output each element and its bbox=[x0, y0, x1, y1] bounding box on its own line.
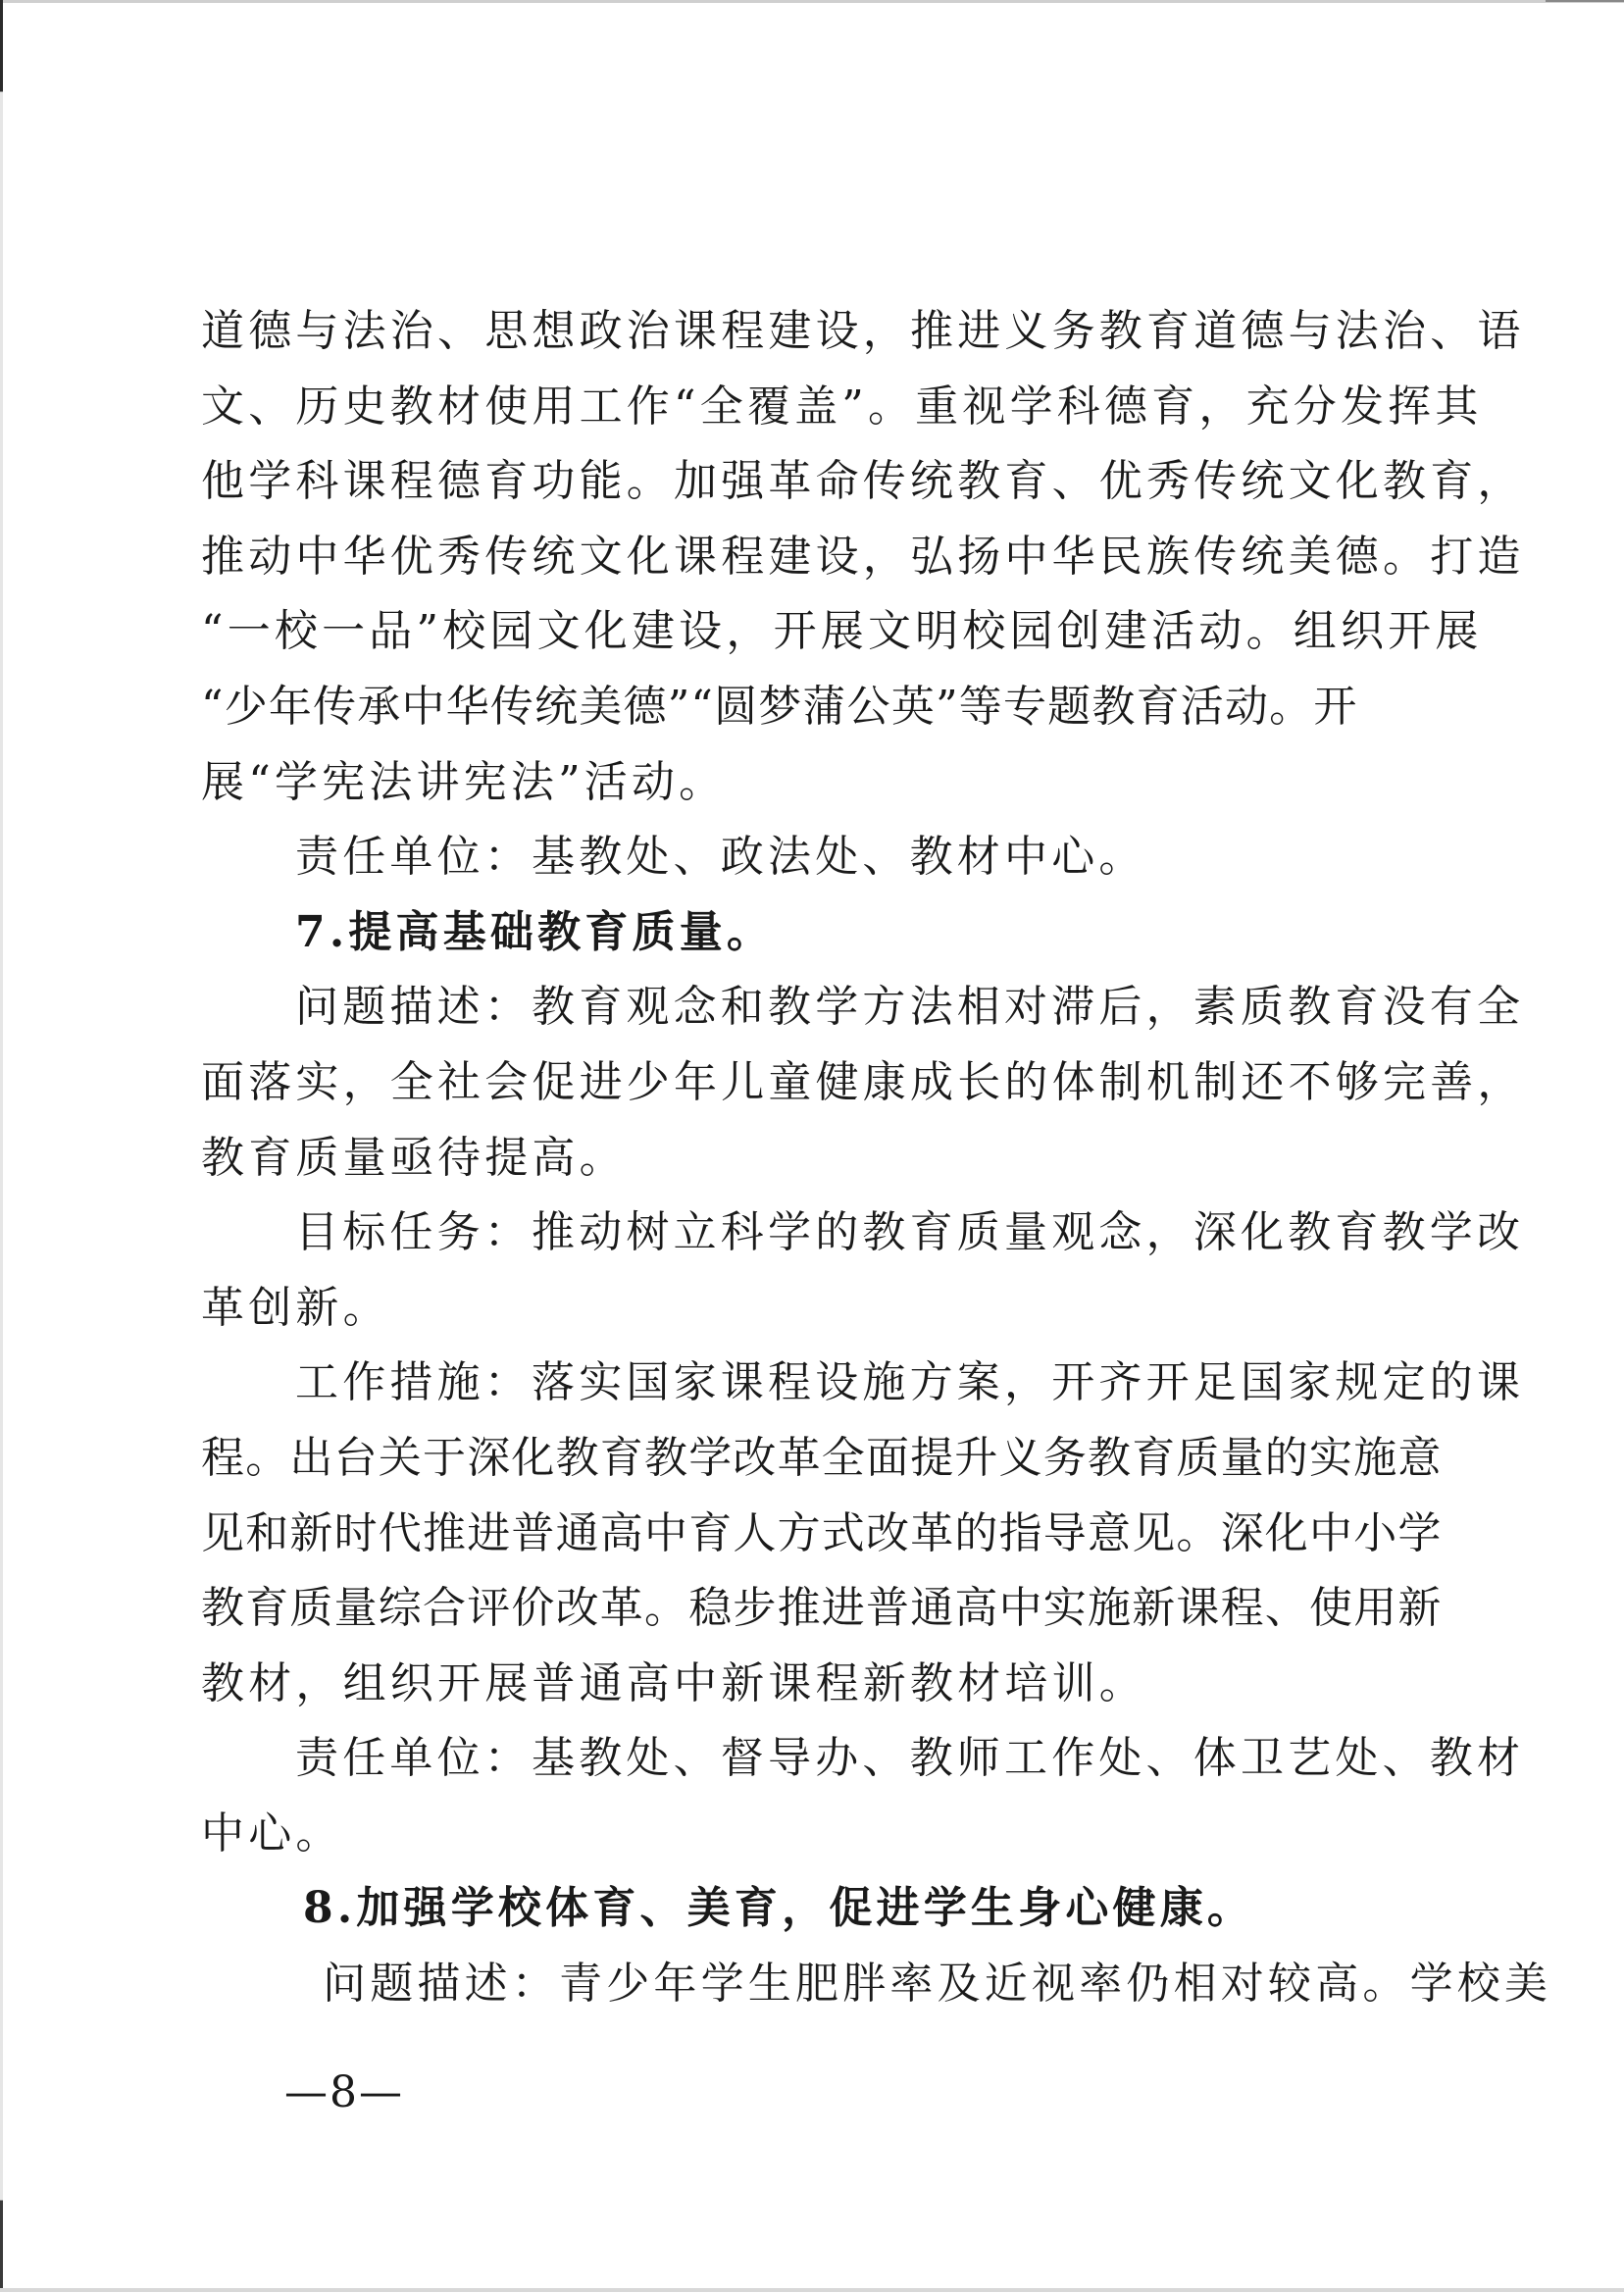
scan-edge-top bbox=[0, 0, 1624, 3]
section-heading-8: 8.加强学校体育、美育，促进学生身心健康。 bbox=[303, 1883, 1255, 1934]
scan-corner-mark bbox=[1546, 0, 1624, 2]
paragraph-line: 教育质量综合评价改革。稳步推进普通高中实施新课程、使用新 bbox=[201, 1583, 1443, 1634]
document-body bbox=[201, 294, 1552, 2022]
paragraph-line: 问题描述：青少年学生肥胖率及近视率仍相对较高。学校美 bbox=[323, 1959, 1552, 2010]
paragraph-line: 目标任务：推动树立科学的教育质量观念，深化教育教学改 bbox=[295, 1207, 1525, 1258]
paragraph-line: 展“学宪法讲宪法”活动。 bbox=[201, 756, 727, 807]
paragraph-line: 工作措施：落实国家课程设施方案，开齐开足国家规定的课 bbox=[295, 1357, 1525, 1408]
paragraph-line: 推动中华优秀传统文化课程建设，弘扬中华民族传统美德。打造 bbox=[201, 531, 1525, 582]
responsible-units-line: 责任单位：基教处、政法处、教材中心。 bbox=[295, 832, 1146, 883]
paragraph-line: 见和新时代推进普通高中育人方式改革的指导意见。深化中小学 bbox=[201, 1507, 1443, 1558]
responsible-units-line: 责任单位：基教处、督导办、教师工作处、体卫艺处、教材 bbox=[295, 1733, 1525, 1784]
paragraph-line: “少年传承中华传统美德”“圆梦蒲公英”等专题教育活动。开 bbox=[201, 681, 1358, 732]
section-heading-7: 7.提高基础教育质量。 bbox=[295, 906, 775, 957]
paragraph-line: 教育质量亟待提高。 bbox=[201, 1132, 627, 1183]
paragraph-line: 程。出台关于深化教育教学改革全面提升义务教育质量的实施意 bbox=[201, 1432, 1443, 1483]
paragraph-line: 教材，组织开展普通高中新课程新教材培训。 bbox=[201, 1657, 1146, 1708]
paragraph-line: 面落实，全社会促进少年儿童健康成长的体制机制还不够完善， bbox=[201, 1056, 1525, 1107]
paragraph-line: 道德与法治、思想政治课程建设，推进义务教育道德与法治、语 bbox=[201, 306, 1525, 356]
paragraph-line: 中心。 bbox=[201, 1808, 343, 1859]
paragraph-line: 他学科课程德育功能。加强革命传统教育、优秀传统文化教育， bbox=[201, 456, 1525, 507]
paragraph-line: “一校一品”校园文化建设，开展文明校园创建活动。组织开展 bbox=[201, 606, 1483, 657]
scan-edge-left bbox=[0, 0, 3, 2292]
paragraph-line: 革创新。 bbox=[201, 1282, 390, 1333]
page-number: —8— bbox=[284, 2067, 404, 2117]
paragraph-line: 文、历史教材使用工作“全覆盖”。重视学科德育，充分发挥其 bbox=[201, 381, 1483, 432]
scan-edge-bottom bbox=[0, 2288, 1624, 2292]
paragraph-line: 问题描述：教育观念和教学方法相对滞后，素质教育没有全 bbox=[295, 982, 1525, 1033]
